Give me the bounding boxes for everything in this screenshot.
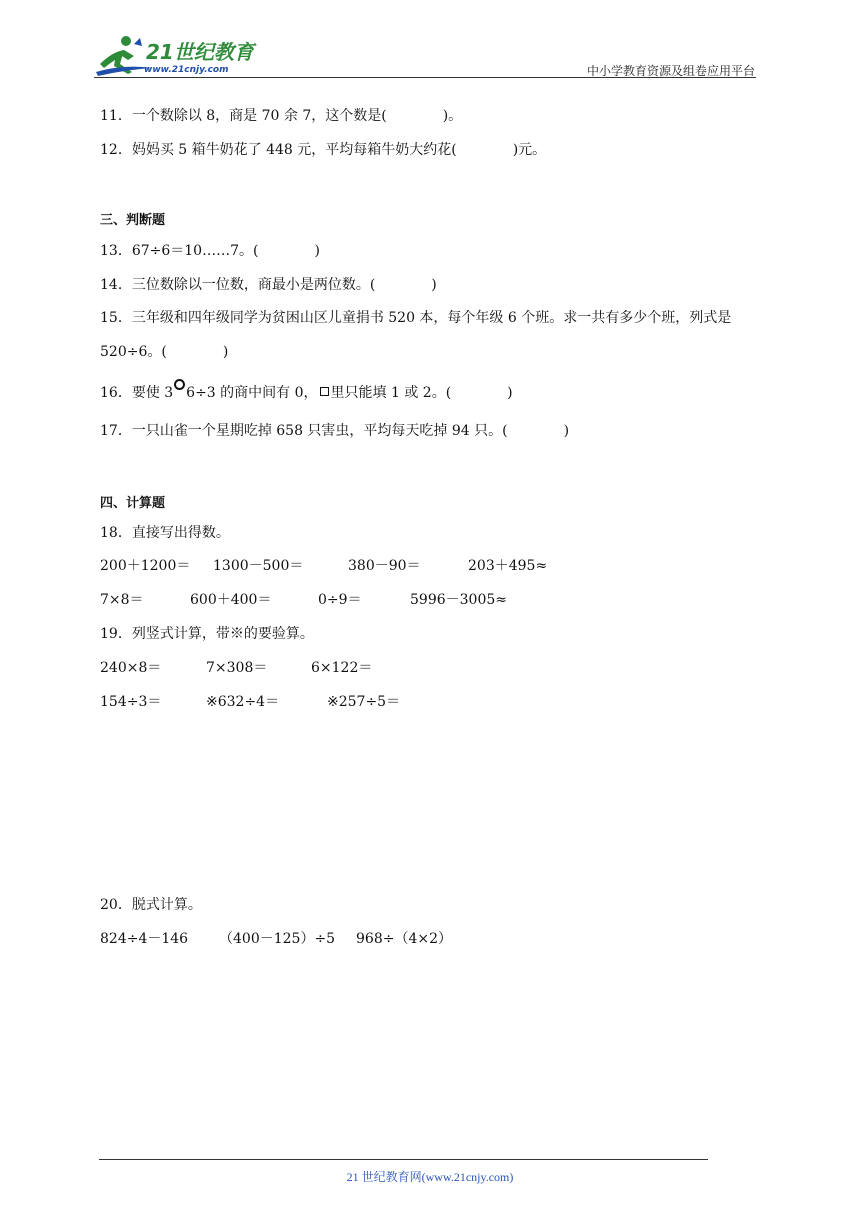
q19-row2-item: ※632÷4＝ [206,694,280,710]
q18-row2-item: 0÷9＝ [318,592,362,608]
footer-divider [99,1159,708,1160]
section-heading-judge: 三、判断题 [100,213,166,228]
question-18: 18．直接写出得数。 [100,525,230,541]
q19-row1-item: 240×8＝ [100,660,162,676]
q19-row1-item: 6×122＝ [311,660,373,676]
footer-link[interactable]: 21 世纪教育网(www.21cnjy.com) [346,1170,514,1184]
question-20: 20．脱式计算。 [100,897,202,913]
section-heading-calc: 四、计算题 [100,496,166,511]
q18-row1-item: 380－90＝ [348,558,421,574]
q20-item: 824÷4－146 [100,931,189,947]
site-logo [94,34,264,78]
square-placeholder-icon [320,387,329,396]
q19-row2-item: ※257÷5＝ [327,694,401,710]
circle-placeholder-icon [174,379,185,390]
q20-item: 968÷（4×2） [356,931,452,947]
question-16 [100,386,513,400]
header-platform-text: 中小学教育资源及组卷应用平台 [586,64,755,78]
logo-url-text: www.21cnjy.com [144,65,229,75]
q19-row1-item: 7×308＝ [206,660,268,676]
q18-row1-item: 200＋1200＝ [100,558,191,574]
question-16-suffix: 里只能填 1 或 2。( ) [330,385,513,401]
question-15-line2: 520÷6。( ) [100,344,229,360]
question-13: 13．67÷6＝10……7。( ) [100,243,320,259]
header-divider [94,77,756,78]
question-12: 12．妈妈买 5 箱牛奶花了 448 元，平均每箱牛奶大约花( )元。 [100,142,547,158]
q18-row1-item: 203＋495≈ [468,558,548,574]
question-16-middle: 6÷3 的商中间有 0， [186,385,318,401]
question-15-line1: 15．三年级和四年级同学为贫困山区儿童捐书 520 本，每个年级 6 个班。求一共有多少个班，列式是 [100,310,732,326]
logo-text: 21世纪教育 [146,40,254,64]
question-19: 19．列竖式计算，带※的要验算。 [100,626,314,642]
question-14: 14．三位数除以一位数，商最小是两位数。( ) [100,277,437,293]
question-11: 11．一个数除以 8，商是 70 余 7，这个数是( )。 [100,108,463,124]
q18-row2-item: 7×8＝ [100,592,144,608]
q18-row2-item: 5996－3005≈ [410,592,507,608]
q18-row2-item: 600＋400＝ [190,592,272,608]
q18-row1-item: 1300－500＝ [213,558,304,574]
q19-row2-item: 154÷3＝ [100,694,162,710]
question-17: 17．一只山雀一个星期吃掉 658 只害虫，平均每天吃掉 94 只。( ) [100,423,570,439]
question-16-prefix: 16．要使 3 [100,385,174,401]
q20-item: （400－125）÷5 [219,931,336,947]
